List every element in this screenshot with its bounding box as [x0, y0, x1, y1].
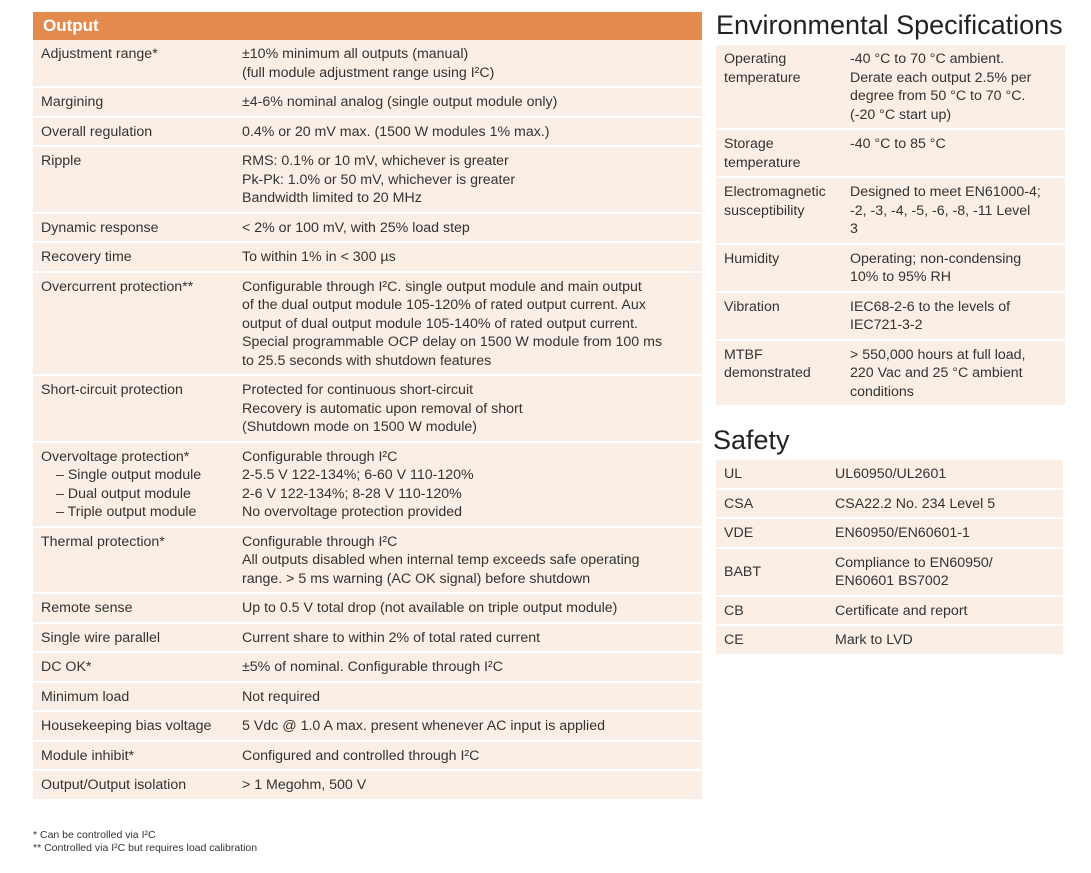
- row-sublabel: – Single output module: [56, 467, 202, 483]
- environmental-row: [716, 130, 1065, 178]
- output-row: [33, 273, 702, 377]
- row-value: < 2% or 100 mV, with 25% load step: [242, 219, 470, 236]
- output-row: [33, 243, 702, 273]
- row-label: [33, 376, 238, 441]
- row-label-text: DC OK*: [41, 659, 92, 675]
- row-value: ±4-6% nominal analog (single output module only): [242, 94, 558, 110]
- environmental-row: [716, 293, 1065, 341]
- output-row: [33, 653, 702, 683]
- output-row: [33, 712, 702, 742]
- row-label: [716, 549, 827, 595]
- safety-row: [716, 549, 1063, 597]
- row-label: [33, 243, 238, 271]
- row-label: [716, 519, 827, 547]
- row-value: ±5% of nominal. Configurable through I²C: [242, 659, 503, 675]
- safety-spec-table: [716, 460, 1063, 656]
- safety-rows: [716, 460, 1063, 656]
- row-label-text: Short-circuit protection: [41, 382, 183, 398]
- environmental-row: [716, 341, 1065, 408]
- safety-row: [716, 490, 1063, 520]
- output-row: [33, 742, 702, 772]
- row-value: Protected for continuous short-circuit Recovery is automatic upon removal of short (Shutdown mode on 1500 W module): [242, 382, 523, 435]
- output-row: [33, 376, 702, 443]
- row-label: [33, 147, 238, 212]
- environmental-row: [716, 45, 1065, 130]
- footnote: * Can be controlled via I²C: [33, 829, 156, 841]
- output-row: [33, 118, 702, 148]
- row-sublabel: – Dual output module: [56, 485, 191, 502]
- row-value: Configurable through I²C. single output module and main output of the dual output module 105-120% of rated output current. Aux output of dual output module 105-140% of rated output current. Special programmable OCP delay on 1500 W module from 100 ms to 25.5 seconds with shutdown features: [242, 278, 663, 369]
- row-label: [33, 594, 238, 622]
- row-label: [33, 742, 238, 770]
- row-label-text: Storage temperature: [724, 136, 801, 171]
- output-row: [33, 214, 702, 244]
- row-label: [33, 273, 238, 375]
- output-rows: [33, 40, 702, 801]
- row-label-text: Minimum load: [41, 688, 130, 705]
- safety-title: Safety: [713, 425, 790, 455]
- footnotes: [33, 829, 257, 855]
- row-label: [33, 88, 238, 116]
- row-value: Mark to LVD: [835, 632, 913, 648]
- safety-row: [716, 597, 1063, 627]
- environmental-spec-table: [716, 45, 1065, 407]
- row-value: Compliance to EN60950/ EN60601 BS7002: [835, 554, 993, 589]
- row-value: Configured and controlled through I²C: [242, 747, 480, 764]
- row-label: [716, 245, 842, 291]
- row-label-text: Adjustment range*: [41, 46, 158, 62]
- row-label: [716, 341, 842, 406]
- row-label-text: Humidity: [724, 250, 780, 267]
- environmental-rows: [716, 45, 1065, 407]
- row-value: IEC68-2-6 to the levels of IEC721-3-2: [850, 298, 1011, 333]
- row-label: [716, 490, 827, 518]
- row-label-text: Vibration: [724, 298, 780, 315]
- row-label: [716, 626, 827, 654]
- row-value: Not required: [242, 688, 321, 705]
- row-label-text: Module inhibit*: [41, 747, 135, 764]
- row-label-text: Ripple: [41, 153, 82, 169]
- row-label-text: UL: [724, 466, 743, 482]
- output-row: [33, 624, 702, 654]
- row-label: [33, 214, 238, 242]
- output-spec-table: [33, 12, 702, 801]
- row-label: [33, 118, 238, 146]
- row-value: Designed to meet EN61000-4; -2, -3, -4, -5, -6, -8, -11 Level 3: [850, 184, 1041, 237]
- row-label-text: Remote sense: [41, 600, 133, 616]
- output-row: [33, 40, 702, 88]
- output-row: [33, 88, 702, 118]
- row-label: [716, 130, 842, 176]
- row-label-text: MTBF demonstrated: [724, 346, 811, 381]
- output-row: [33, 528, 702, 595]
- row-label: [716, 45, 842, 128]
- row-label-text: Thermal protection*: [41, 533, 165, 550]
- output-table-header: Output: [33, 12, 702, 40]
- row-value: 5 Vdc @ 1.0 A max. present whenever AC input is applied: [242, 718, 605, 734]
- safety-row: [716, 626, 1063, 656]
- row-value: UL60950/UL2601: [835, 466, 947, 482]
- row-label-text: BABT: [724, 563, 762, 580]
- environmental-row: [716, 245, 1065, 293]
- row-value: Configurable through I²C All outputs disabled when internal temp exceeds safe operating range. > 5 ms warning (AC OK signal) before shutdown: [242, 533, 640, 587]
- output-row: [33, 443, 702, 528]
- row-label: [33, 528, 238, 593]
- row-label: [33, 653, 238, 681]
- row-value: 0.4% or 20 mV max. (1500 W modules 1% max.): [242, 123, 550, 140]
- row-label-text: Margining: [41, 94, 104, 110]
- row-label-text: CE: [724, 632, 744, 648]
- row-value: > 1 Megohm, 500 V: [242, 777, 367, 793]
- row-value: Up to 0.5 V total drop (not available on triple output module): [242, 600, 618, 616]
- row-label: [33, 683, 238, 711]
- row-value: Configurable through I²C 2-5.5 V 122-134%; 6-60 V 110-120% 2-6 V 122-134%; 8-28 V 110-120% No overvoltage protection provided: [242, 448, 474, 520]
- row-value: EN60950/EN60601-1: [835, 525, 970, 541]
- environmental-title: Environmental Specifications: [716, 10, 1063, 40]
- row-label-text: Electromagnetic susceptibility: [724, 184, 826, 219]
- row-label: [716, 178, 842, 243]
- environmental-row: [716, 178, 1065, 245]
- row-label: [716, 460, 827, 488]
- row-value: RMS: 0.1% or 10 mV, whichever is greater Pk-Pk: 1.0% or 50 mV, whichever is greater Bandwidth limited to 20 MHz: [242, 153, 516, 206]
- row-label-text: Recovery time: [41, 249, 132, 265]
- row-label-text: Operating temperature: [724, 51, 801, 86]
- row-label: [33, 624, 238, 652]
- row-value: > 550,000 hours at full load, 220 Vac and 25 °C ambient conditions: [850, 346, 1026, 400]
- row-sublabel: – Triple output module: [56, 504, 197, 520]
- row-label-text: Single wire parallel: [41, 629, 161, 646]
- row-label-text: VDE: [724, 525, 754, 541]
- output-row: [33, 147, 702, 214]
- row-label: [716, 293, 842, 339]
- safety-row: [716, 519, 1063, 549]
- row-value: CSA22.2 No. 234 Level 5: [835, 495, 996, 512]
- row-label-text: Output/Output isolation: [41, 777, 187, 793]
- row-label-text: CSA: [724, 495, 754, 512]
- row-label-text: Overvoltage protection*: [41, 448, 190, 465]
- row-label: [33, 443, 238, 526]
- row-label-text: Housekeeping bias voltage: [41, 718, 212, 734]
- row-value: To within 1% in < 300 µs: [242, 249, 396, 265]
- row-value: -40 °C to 85 °C: [850, 136, 946, 152]
- row-value: Operating; non-condensing 10% to 95% RH: [850, 250, 1022, 285]
- row-label: [33, 771, 238, 799]
- row-value: Current share to within 2% of total rated current: [242, 629, 541, 646]
- row-label-text: Dynamic response: [41, 219, 159, 236]
- row-label-text: Overcurrent protection**: [41, 278, 194, 295]
- row-label-text: CB: [724, 602, 744, 619]
- footnote: ** Controlled via I²C but requires load calibration: [33, 842, 258, 854]
- output-row: [33, 683, 702, 713]
- row-value: ±10% minimum all outputs (manual) (full module adjustment range using I²C): [242, 46, 495, 81]
- row-label: [33, 40, 238, 86]
- output-row: [33, 594, 702, 624]
- row-label: [716, 597, 827, 625]
- safety-row: [716, 460, 1063, 490]
- row-value: Certificate and report: [835, 602, 968, 619]
- row-label-text: Overall regulation: [41, 123, 153, 140]
- row-label: [33, 712, 238, 740]
- row-value: -40 °C to 70 °C ambient. Derate each output 2.5% per degree from 50 °C to 70 °C. (-20 °C start up): [850, 51, 1032, 123]
- output-row: [33, 771, 702, 801]
